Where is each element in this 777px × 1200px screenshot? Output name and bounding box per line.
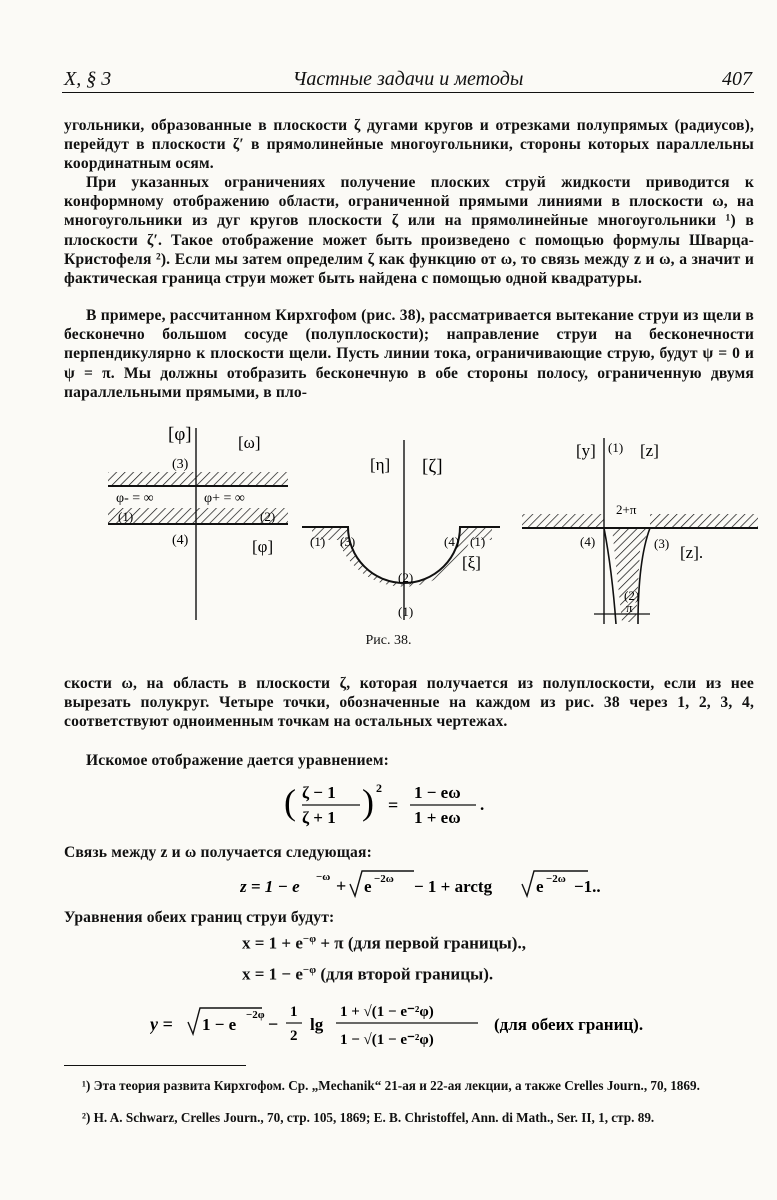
svg-text:=: = <box>388 795 399 815</box>
eq2-e2: e <box>536 877 544 896</box>
svg-text:(: ( <box>284 782 296 822</box>
label-p3: (3) <box>340 534 356 549</box>
footnote-2: ²) H. A. Schwarz, Crelles Journ., 70, стр. 105, 1869; E. B. Christoffel, Ann. di Math., Ser. II, 1, стр. 89. <box>82 1110 655 1125</box>
paragraph-4: скости ω, на область в плоскости ζ, которая получается из полуплоскости, если из нее вырезать полукруг. Четыре точки, обозначенные на каждом из рис. 38 через 1, 2, 3, 4, соответствуют одноименным точкам на остальных чертежах. <box>64 675 754 731</box>
eq5-tail: (для обеих границ). <box>494 1015 644 1034</box>
label-omega: [ω] <box>238 433 261 452</box>
svg-text:−2ω: −2ω <box>546 873 566 885</box>
label-p1-left: (1) <box>310 534 326 549</box>
footnote-1: ¹) Эта теория развита Кирхгофом. Ср. „Mechanik“ 21-ая и 22-ая лекции, а также Crelles Journ., 70, 1869. <box>82 1078 700 1093</box>
figure-caption: Рис. 38. <box>365 633 412 648</box>
wall-hatch-left <box>522 514 604 528</box>
label-varphi: [φ] <box>252 537 274 556</box>
svg-text:.: . <box>480 795 485 814</box>
label-p1: (1) <box>608 440 624 455</box>
label-phi: [φ] <box>168 424 192 445</box>
paragraph-6: Связь между z и ω получается следующая: <box>64 844 372 861</box>
eq5-denominator: 1 − √(1 − e⁻²φ) <box>340 1032 434 1048</box>
eq5-numerator: 1 + √(1 − e⁻²φ) <box>340 1004 434 1020</box>
eq5-root: 1 − e <box>202 1015 237 1034</box>
paragraph-5: Искомое отображение дается уравнением: <box>86 752 389 769</box>
equation-1 <box>280 776 510 836</box>
svg-text:−ω: −ω <box>316 871 331 883</box>
paragraph-3: В примере, рассчитанном Кирхгофом (рис. 38), рассматривается вытекание струи из щели в бесконечно большом сосуде (полуплоскости); направление струи на бесконечности перпендикулярно к плоскости щели. Пусть линии тока, ограничивающие струю, будут ψ = 0 и ψ = π. Мы должны отобразить бесконечную в обе стороны полосу, ограниченную двумя параллельными прямыми, в пло- <box>64 307 754 401</box>
footnote-rule <box>64 1065 246 1066</box>
label-z: [z] <box>640 441 659 460</box>
eq3-part-a: x = 1 + e <box>242 933 303 953</box>
label-p3: (3) <box>172 457 189 472</box>
paragraph-7: Уравнения обеих границ струи будут: <box>64 909 335 926</box>
eq4-part-b: (для второй границы). <box>320 964 494 984</box>
label-plus-inf: φ+ = ∞ <box>204 491 245 506</box>
equation-2 <box>240 866 620 902</box>
label-y: [y] <box>576 441 596 460</box>
label-p1-right: (1) <box>470 534 486 549</box>
wall-hatch-right <box>650 514 758 528</box>
eq5-minus: − <box>268 1014 279 1034</box>
label-p4: (4) <box>580 534 596 549</box>
running-header <box>62 64 754 93</box>
page-number: 407 <box>722 68 752 90</box>
figure-38 <box>0 410 777 635</box>
label-eta: [η] <box>370 455 391 474</box>
label-p2: (2) <box>624 588 640 603</box>
label-p1-bottom: (1) <box>398 604 414 619</box>
running-title: Частные задачи и методы <box>292 68 524 90</box>
zeta-plane-diagram <box>302 440 500 620</box>
label-pi: π <box>626 600 633 615</box>
equation-5 <box>150 994 680 1052</box>
svg-text:−2ω: −2ω <box>374 873 394 885</box>
eq2-tail: −1.. <box>574 877 601 896</box>
eq2-plus: + <box>336 876 347 896</box>
label-p3: (3) <box>654 536 670 551</box>
equation-4: $x = 1 - e^{-\varphi}$ (для второй границы). <box>242 964 494 984</box>
label-twopi: 2+π <box>616 502 637 517</box>
paragraph-1: угольники, образованные в плоскости ζ дугами кругов и отрезками полупрямых (радиусов), перейдут в плоскости ζ′ в прямолинейные многоугольники, стороны которых параллельны координатным осям. <box>64 117 754 173</box>
label-p4: (4) <box>172 533 189 548</box>
omega-plane-diagram <box>108 424 288 620</box>
paragraph-2: При указанных ограничениях получение плоских струй жидкости приводится к конформному отображению области, ограниченной прямыми линиями в плоскости ω, на многоугольники из дуг кругов плоскости ζ или на прямолинейные многоугольники ¹) в плоскости ζ′. Такое отображение может быть произведено с помощью формулы Шварца-Кристофеля ²). Если мы затем определим ζ как функцию от ω, то связь между z и ω, а значит и фактическая граница струи может быть найдена с помощью одной квадратуры. <box>64 174 754 288</box>
section-label: X, § 3 <box>64 68 112 90</box>
label-xi: [ξ] <box>462 553 481 572</box>
label-p1: (1) <box>118 509 134 524</box>
label-zeta: [ζ] <box>422 456 443 477</box>
eq1-lhs-denominator: ζ + 1 <box>302 808 336 827</box>
label-p2: (2) <box>260 509 276 524</box>
eq1-rhs-denominator: 1 + eω <box>414 808 461 827</box>
eq1-rhs-numerator: 1 − eω <box>414 783 461 802</box>
svg-text:): ) <box>362 782 374 822</box>
eq4-part-a: x = 1 − e <box>242 964 303 984</box>
label-minus-inf: φ- = ∞ <box>116 491 154 506</box>
eq5-lg: lg <box>310 1015 324 1034</box>
svg-text:−2φ: −2φ <box>246 1009 265 1021</box>
eq2-e: e <box>364 877 372 896</box>
equation-3: $x = 1 + e^{-\varphi} + \pi$ (для первой границы)., <box>242 933 526 953</box>
label-p4: (4) <box>444 534 460 549</box>
eq5-lhs: y = <box>150 1014 173 1034</box>
eq2-arctg: − 1 + arctg <box>414 877 493 896</box>
label-p2: (2) <box>398 570 414 585</box>
eq1-lhs-numerator: ζ − 1 <box>302 783 336 802</box>
eq5-half-num: 1 <box>290 1004 298 1020</box>
upper-boundary-hatch <box>108 472 288 486</box>
svg-text:2: 2 <box>376 781 382 795</box>
label-z-right: [z]. <box>680 543 704 562</box>
eq3-part-b: + π (для первой границы)., <box>320 933 526 953</box>
z-plane-diagram <box>522 438 758 624</box>
eq5-half-den: 2 <box>290 1028 298 1044</box>
eq2-part-a: z = 1 − e <box>240 877 300 896</box>
